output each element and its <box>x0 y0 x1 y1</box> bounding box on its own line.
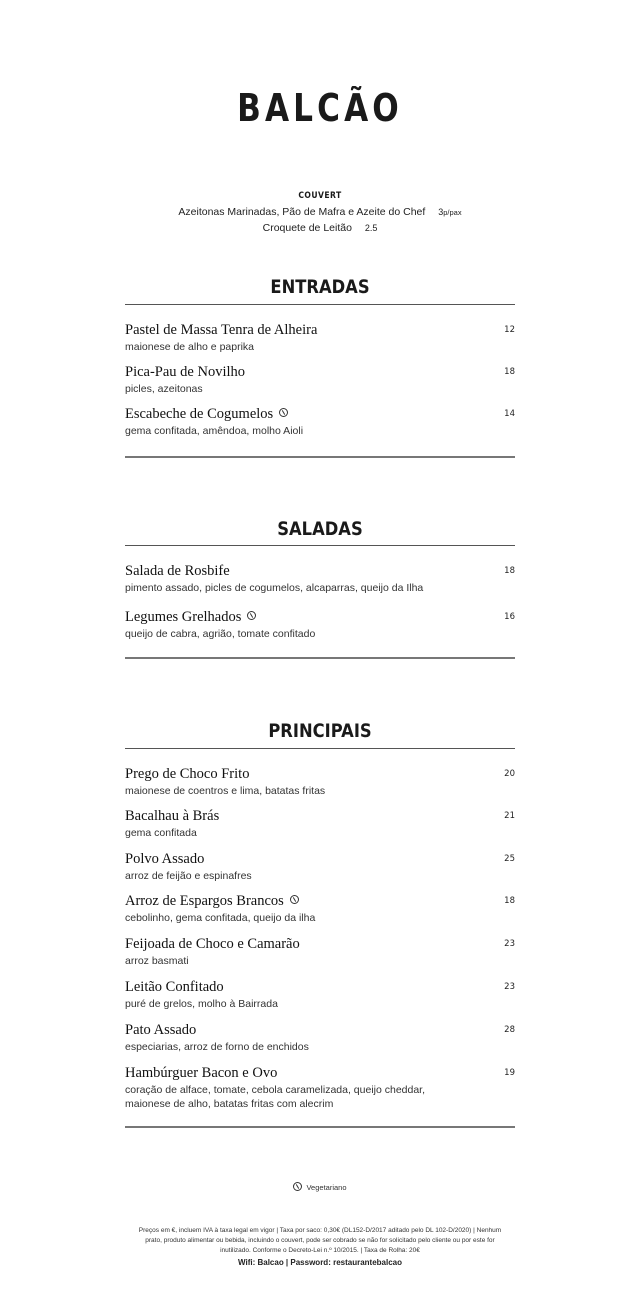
section-title-saladas: SALADAS <box>277 518 363 540</box>
item-name-row <box>125 609 515 626</box>
item-description: arroz basmati <box>125 955 189 967</box>
menu-item <box>125 563 515 595</box>
section-end-rule <box>125 456 515 458</box>
item-description: maionese de coentros e lima, batatas fritas <box>125 785 326 797</box>
item-name: Arroz de Espargos Brancos <box>125 893 284 909</box>
item-price: 18 <box>504 566 515 576</box>
vegetarian-icon <box>247 611 256 620</box>
item-name-row <box>125 406 515 423</box>
item-price: 23 <box>504 982 515 992</box>
item-description: coração de alface, tomate, cebola caramelizada, queijo cheddar, maionese de alho, batatas fritas com alecrim <box>125 1084 426 1110</box>
item-description: gema confitada <box>125 827 197 839</box>
item-name: Pato Assado <box>125 1022 197 1038</box>
item-price: 23 <box>504 939 515 949</box>
item-price: 18 <box>504 367 515 377</box>
item-description: cebolinho, gema confitada, queijo da ilha <box>125 912 316 924</box>
item-price: 12 <box>504 325 515 335</box>
vegetarian-icon <box>293 1182 302 1191</box>
couvert-item-price: 3p/pax <box>438 207 462 217</box>
item-description: pimento assado, picles de cogumelos, alcaparras, queijo da Ilha <box>125 582 424 594</box>
wifi-info: Wifi: Balcao | Password: restaurantebalcao <box>238 1258 402 1267</box>
section-title-principais: PRINCIPAIS <box>268 720 372 742</box>
couvert-line <box>0 206 640 218</box>
item-price: 25 <box>504 854 515 864</box>
menu-item <box>125 979 515 1011</box>
section-divider <box>125 748 515 749</box>
menu-item <box>125 364 515 396</box>
section-divider <box>125 304 515 305</box>
item-description: maionese de alho e paprika <box>125 341 255 353</box>
item-name-row <box>125 893 515 910</box>
item-price: 28 <box>504 1025 515 1035</box>
couvert-item-text: Azeitonas Marinadas, Pão de Mafra e Azeite do Chef <box>178 206 426 218</box>
item-name: Salada de Rosbife <box>125 563 230 579</box>
menu-item <box>125 808 515 840</box>
section-end-rule <box>125 1126 515 1128</box>
menu-item <box>125 406 515 438</box>
item-price: 21 <box>504 811 515 821</box>
item-price: 19 <box>504 1068 515 1078</box>
legend-label: Vegetariano <box>306 1183 347 1192</box>
item-name: Legumes Grelhados <box>125 609 242 625</box>
section-end-rule <box>125 657 515 659</box>
item-description: picles, azeitonas <box>125 383 203 395</box>
vegetarian-icon <box>279 408 288 417</box>
page-title: BALCÃO <box>237 86 403 130</box>
couvert-label: COUVERT <box>298 191 342 201</box>
item-name: Polvo Assado <box>125 851 205 867</box>
legend <box>0 1182 640 1192</box>
menu-item <box>125 1022 515 1054</box>
menu-item <box>125 1065 515 1111</box>
item-description: especiarias, arroz de forno de enchidos <box>125 1041 309 1053</box>
item-description: gema confitada, amêndoa, molho Aioli <box>125 425 304 437</box>
item-price: 18 <box>504 896 515 906</box>
item-price: 20 <box>504 769 515 779</box>
couvert-item-price: 2.5 <box>364 223 378 233</box>
item-name: Pastel de Massa Tenra de Alheira <box>125 322 318 338</box>
item-name: Escabeche de Cogumelos <box>125 406 274 422</box>
item-description: puré de grelos, molho à Bairrada <box>125 998 278 1010</box>
item-name: Leitão Confitado <box>125 979 224 995</box>
menu-item <box>125 609 515 641</box>
item-price: 14 <box>504 409 515 419</box>
couvert-line <box>0 222 640 234</box>
item-price: 16 <box>504 612 515 622</box>
footer-legal-text: Preços em €, incluem IVA à taxa legal em vigor | Taxa por saco: 0,30€ (DL152-D/2017 aditado pelo DL 102-D/2020) | Nenhum prato, produto alimentar ou bebida, incluindo o couvert, pode ser cobrado se não for solicitado pelo cliente ou por este for inutilizado. Conforme o Decreto-Lei n.º 10/2015. | Taxa de Rolha: 20€ <box>138 1227 502 1254</box>
vegetarian-icon <box>290 895 299 904</box>
item-name: Bacalhau à Brás <box>125 808 220 824</box>
section-title-entradas: ENTRADAS <box>270 276 370 298</box>
item-name: Pica-Pau de Novilho <box>125 364 246 380</box>
couvert-item-text: Croquete de Leitão <box>262 222 352 234</box>
menu-item <box>125 893 515 925</box>
item-name: Feijoada de Choco e Camarão <box>125 936 300 952</box>
menu-item <box>125 322 515 354</box>
section-divider <box>125 545 515 546</box>
menu-item <box>125 766 515 798</box>
item-name: Prego de Choco Frito <box>125 766 250 782</box>
couvert-item-unit: p/pax <box>443 208 462 217</box>
item-description: arroz de feijão e espinafres <box>125 870 252 882</box>
item-description: queijo de cabra, agrião, tomate confitado <box>125 628 316 640</box>
item-name: Hambúrguer Bacon e Ovo <box>125 1065 278 1081</box>
menu-item <box>125 936 515 968</box>
menu-item <box>125 851 515 883</box>
